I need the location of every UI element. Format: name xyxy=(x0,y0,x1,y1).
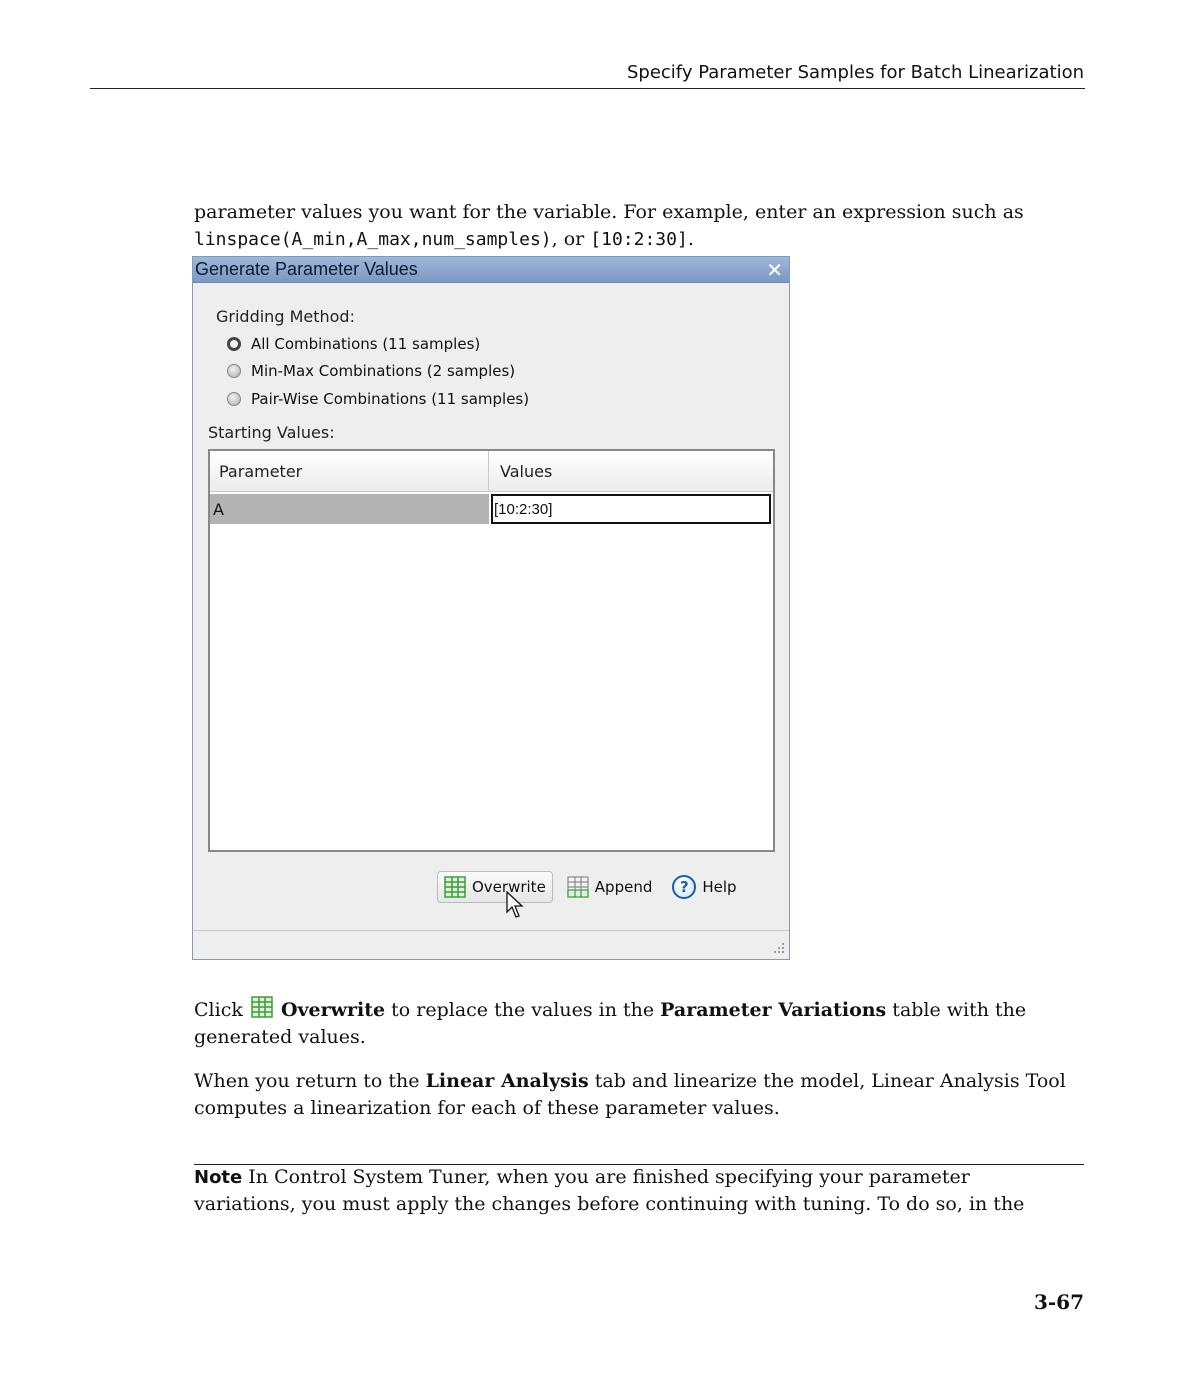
table-grid-icon xyxy=(567,876,589,898)
gridding-method-label: Gridding Method: xyxy=(216,307,355,326)
starting-values-table xyxy=(208,449,775,852)
parameter-cell[interactable]: A xyxy=(210,494,489,524)
append-button-label: Append xyxy=(594,878,653,896)
help-button-label: Help xyxy=(702,878,737,896)
radio-label-all: All Combinations (11 samples) xyxy=(251,335,481,353)
para1-overwrite: Overwrite xyxy=(280,999,386,1021)
dialog-status-bar xyxy=(193,930,789,959)
close-icon[interactable]: ✕ xyxy=(766,257,783,282)
intro-paragraph xyxy=(194,199,1074,253)
dialog-title: Generate Parameter Values xyxy=(195,259,418,279)
column-header-values[interactable]: Values xyxy=(500,461,553,481)
starting-values-label: Starting Values: xyxy=(208,423,335,442)
radio-selected-icon[interactable] xyxy=(227,337,241,351)
radio-all-combinations[interactable] xyxy=(227,335,480,353)
radio-label-min-max: Min-Max Combinations (2 samples) xyxy=(251,362,516,380)
table-header xyxy=(210,451,773,492)
para2-linear-analysis: Linear Analysis xyxy=(425,1070,589,1092)
overwrite-button[interactable] xyxy=(437,871,553,903)
para1-text2: table with the generated values. xyxy=(194,999,1027,1048)
overwrite-button-label: Overwrite xyxy=(472,878,546,896)
para2-text1: When you return to the xyxy=(194,1070,426,1092)
table-row[interactable] xyxy=(210,494,773,524)
note-text: In Control System Tuner, when you are finished specifying your parameter variations, you must apply the changes before continuing with tuning. To do so, in the xyxy=(194,1166,1025,1215)
intro-text-or: , or xyxy=(551,228,591,250)
mouse-pointer-icon xyxy=(506,891,526,919)
resize-grip-icon[interactable] xyxy=(770,940,786,956)
note-paragraph xyxy=(194,1164,1074,1218)
para2-text2: tab and linearize the model, Linear Analysis Tool computes a linearization for each of these parameter values. xyxy=(194,1070,1066,1119)
radio-min-max-combinations[interactable] xyxy=(227,362,515,380)
para1-click: Click xyxy=(194,999,243,1021)
table-grid-icon xyxy=(444,876,466,898)
radio-unselected-icon[interactable] xyxy=(227,392,241,406)
table-grid-icon xyxy=(251,995,273,1019)
overwrite-paragraph xyxy=(194,995,1074,1051)
running-head: Specify Parameter Samples for Batch Linearization xyxy=(626,62,1084,83)
intro-text: parameter values you want for the variable. For example, enter an expression such as xyxy=(194,201,1024,223)
radio-label-pair-wise: Pair-Wise Combinations (11 samples) xyxy=(251,390,530,408)
help-button[interactable] xyxy=(666,871,742,903)
button-bar xyxy=(437,871,743,903)
note-label: Note xyxy=(194,1167,243,1188)
para1-text1: to replace the values in the xyxy=(385,999,661,1021)
column-header-parameter[interactable]: Parameter xyxy=(210,451,489,491)
intro-code-linspace: linspace(A_min,A_max,num_samples) xyxy=(194,229,552,250)
values-cell[interactable] xyxy=(491,494,771,524)
generate-parameter-values-dialog xyxy=(192,256,790,960)
intro-code-range: [10:2:30] xyxy=(590,229,688,250)
intro-period: . xyxy=(687,228,694,250)
help-icon: ? xyxy=(672,875,696,899)
radio-pair-wise-combinations[interactable] xyxy=(227,390,529,408)
linear-analysis-paragraph xyxy=(194,1068,1074,1122)
values-input[interactable] xyxy=(494,501,769,518)
header-rule xyxy=(90,88,1085,89)
page-number: 3-67 xyxy=(1033,1290,1084,1314)
dialog-titlebar[interactable] xyxy=(193,257,789,283)
append-button[interactable] xyxy=(561,872,659,902)
para1-parameter-variations: Parameter Variations xyxy=(660,999,887,1021)
radio-unselected-icon[interactable] xyxy=(227,364,241,378)
